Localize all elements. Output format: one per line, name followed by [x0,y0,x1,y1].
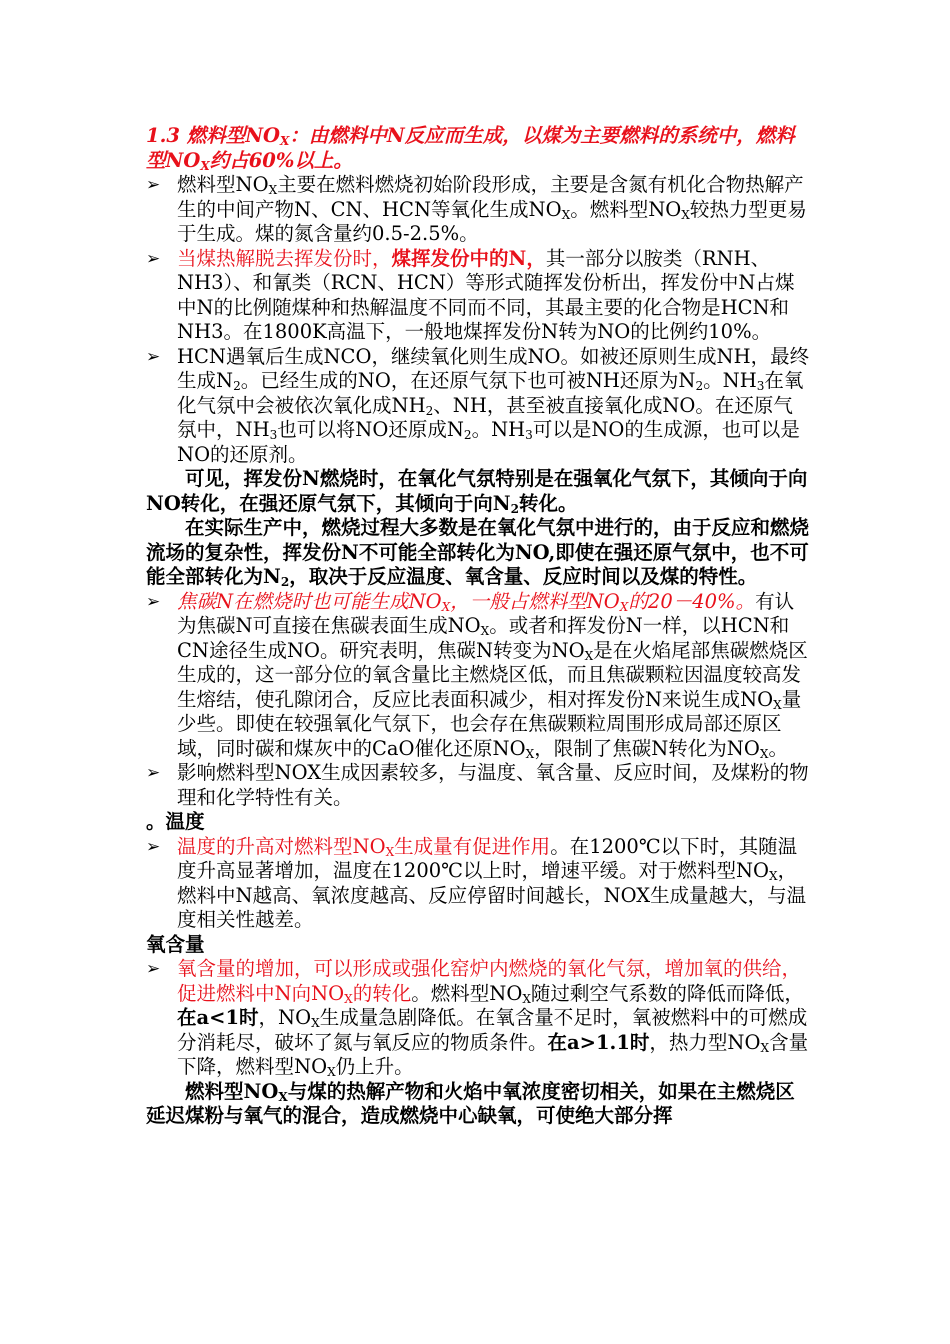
paragraph-volatile-conclusion: 可见，挥发份N燃烧时，在氧化气氛特别是在强氧化气氛下，其倾向于向NO转化，在强还原气氛下，其倾向于向$N_2$转化。 [146,467,808,516]
bullet-volatile-n: ➢ 当煤热解脱去挥发份时，煤挥发份中的N，其一部分以胺类（RNH、NH3）、和氰类（RCN、HCN）等形式随挥发份析出，挥发份中N占煤中N的比例随煤种和热解温度不同而不同，其最主要的化合物是HCN和NH3。在1800K高温下，一般地煤挥发份N转为NO的比例约10%。 [146,246,795,343]
bullet-temperature: ➢ 温度的升高对燃料型$NO_X$生成量有促进作用。在1200℃以下时，其随温度升高显著增加，温度在1200℃以上时，增速平缓。对于燃料型$NO_X$，燃料中N越高、氧浓度越高、反应停留时间越长，NOX生成量越大，与温度相关性越差。 [146,834,807,931]
paragraph-practical-production: 在实际生产中，燃烧过程大多数是在氧化气氛中进行的，由于反应和燃烧流场的复杂性，挥发份N不可能全部转化为NO,即使在强还原气氛中，也不可能全部转化为$N_2$，取决于反应温度、氧含量、反应时间以及煤的特性。 [146,516,810,590]
arrow-bullet-icon: ➢ [146,836,161,857]
arrow-bullet-icon: ➢ [146,346,161,367]
paragraph-pyrolysis-oxygen: 燃料型$NO_X$与煤的热解产物和火焰中氧浓度密切相关，如果在主燃烧区延迟煤粉与氧气的混合，造成燃烧中心缺氧，可使绝大部分挥 [146,1079,795,1127]
arrow-bullet-icon: ➢ [146,959,161,979]
document-body [146,124,810,1129]
bullet-influencing-factors: ➢ 影响燃料型NOX生成因素较多，与温度、氧含量、反应时间，及煤粉的物理和化学特性有关。 [146,761,809,809]
bullet-fuel-nox-formation: ➢ 燃料型$NO_X$主要在燃料燃烧初始阶段形成，主要是含氮有机化合物热解产生的中间产物N、CN、HCN等氧化生成$NO_X$。燃料型$NO_X$较热力型更易于生成。煤的氮含量约0.5-2.5%。 [146,173,807,245]
arrow-bullet-icon: ➢ [146,248,161,269]
bullet-oxygen: ➢ 氧含量的增加，可以形成或强化窑炉内燃烧的氧化气氛，增加氧的供给，促进燃料中N向$NO_X$的转化。燃料型$NO_X$随过剩空气系数的降低而降低，在a<1时，$NO_X$生成量急剧降低。在氧含量不足时，氧被燃料中的可燃成分消耗尽，破坏了氮与氧反应的物质条件。在a>1.1时，热力型$NO_X$含量下降，燃料型$NO_X$仍上升。 [146,957,809,1080]
subheading-temperature: 。温度 [146,810,205,833]
arrow-bullet-icon: ➢ [146,763,161,783]
section-heading: 1.3 燃料型$NO_X$：由燃料中N反应而生成，以煤为主要燃料的系统中，燃料型$NO_X$约占60%以上。 [146,124,795,173]
bullet-char-n: ➢ 焦碳N在燃烧时也可能生成$NO_X$，一般占燃料型$NO_X$的20－40%。有认为焦碳N可直接在焦碳表面生成$NO_X$。或者和挥发份N一样，以HCN和CN途径生成NO。研究表明，焦碳N转变为$NO_X$是在火焰尾部焦碳燃烧区生成的，这一部分位的氧含量比主燃烧区低，而且焦碳颗粒因温度较高发生熔结，使孔隙闭合，反应比表面积减少，相对挥发份N来说生成$NO_X$量少些。即使在较强氧化气氛下，也会存在焦碳颗粒周围形成局部还原区域，同时碳和煤灰中的CaO催化还原$NO_X$，限制了焦碳N转化为$NO_X$。 [146,589,808,761]
arrow-bullet-icon: ➢ [146,591,161,612]
bullet-hcn-oxidation: ➢ HCN遇氧后生成NCO，继续氧化则生成NO。如被还原则生成NH，最终生成$N_2$。已经生成的NO，在还原气氛下也可被NH还原为$N_2$。$NH_3$在氧化气氛中会被依次氧化成$NH_2$、NH，甚至被直接氧化成NO。在还原气氛中，$NH_3$也可以将NO还原成$N_2$。$NH_3$可以是NO的生成源，也可以是NO的还原剂。 [146,344,810,466]
arrow-bullet-icon: ➢ [146,175,161,195]
subheading-oxygen: 氧含量 [146,932,205,956]
